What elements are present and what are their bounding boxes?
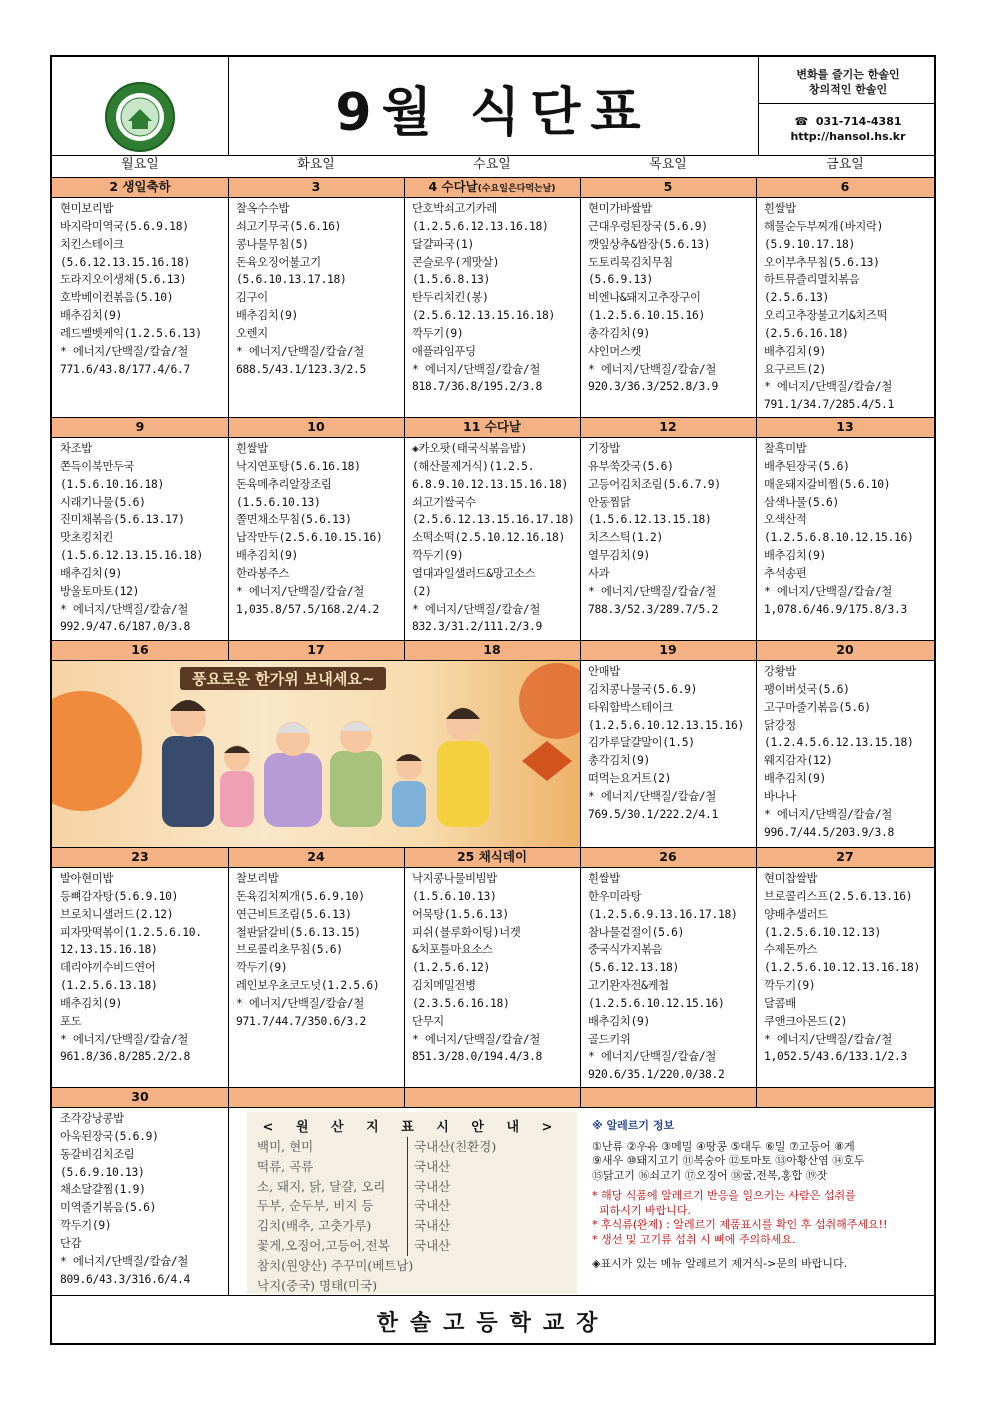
motto-line-1: 변화를 즐기는 한솔인 (796, 68, 900, 81)
grid-line (228, 57, 229, 155)
date-label: 2 생일축하 (109, 179, 171, 194)
grid-line (228, 1087, 229, 1295)
grid-line (580, 847, 581, 1087)
date-cell (580, 418, 756, 437)
date-label: 25 채식데이 (456, 849, 528, 864)
menu-cell: 찰보리밥 돈육김치찌개(5.6.9.10) 연근비트조림(5.6.13) 철판닭갈비(5.6.13.15) 브로콜리초무침(5.6) 깍두기(9) 레인보우초코도넛(1.2.5.6) * 에너지/단백질/칼슘/철 971.7/44.7/350.6/3.2 (236, 872, 380, 1028)
date-label: 24 (307, 849, 325, 864)
grid-line (404, 1107, 580, 1108)
date-cell (404, 418, 580, 437)
grid-line (228, 1107, 404, 1108)
phone-icon: ☎ (794, 115, 809, 128)
origin-row (247, 1236, 577, 1256)
origin-row (247, 1157, 577, 1177)
date-cell (52, 418, 228, 437)
menu-cell: 흰쌀밥 한우미라탕 (1.2.5.6.9.13.16.17.18) 참나물겉절이(5.6) 중국식가지볶음 (5.6.12.13.18) 고기완자전&케첩 (1.2.5.6.10.12.15.16) 배추김치(9) 골드키위 * 에너지/단백질/칼슘/철 920.6/35.1/220.0/38.2 (588, 872, 738, 1082)
date-note: (수요일은다먹는날) (477, 184, 556, 194)
grid-line (404, 177, 405, 417)
origin-item: 떡류, 곡류 (257, 1157, 408, 1177)
grid-line (404, 847, 405, 1087)
date-cell (580, 178, 756, 197)
motto-line-2: 창의적인 한솔인 (808, 83, 888, 96)
date-cell (52, 848, 228, 867)
date-cell (228, 418, 404, 437)
menu-cell: ◈카오팟(태국식볶음밥) (해산물제거식)(1.2.5. 6.8.9.10.12.13.15.16.18) 쇠고기쌀국수 (2.5.6.12.13.15.16.17.18) 소떡소떡(2.5.10.12.16.18) 깍두기(9) 열대과일샐러드&망고소스 (2) * 에너지/단백질/칼슘/철 832.3/31.2/111.2/3.9 (412, 442, 575, 634)
date-label: 18 (483, 642, 501, 657)
date-label: 26 (659, 849, 677, 864)
date-cell (756, 641, 934, 660)
origin-panel (247, 1112, 577, 1294)
date-cell (756, 848, 934, 867)
date-label: 30 (131, 1089, 149, 1104)
school-badge (104, 81, 176, 153)
grid-line (228, 177, 229, 417)
menu-cell: 조각강낭콩밥 아욱된장국(5.6.9) 동갈비김치조림 (5.6.9.10.13) 채소달걀찜(1.9) 미역줄기볶음(5.6) 깍두기(9) 단감 * 에너지/단백질/칼슘/철 809.6/43.3/316.6/4.4 (60, 1112, 191, 1286)
origin-row (247, 1177, 577, 1197)
origin-country: 국내산 (414, 1237, 451, 1253)
origin-extra: 참치(원양산) 주꾸미(베트남) (257, 1257, 414, 1273)
date-label: 20 (836, 642, 854, 657)
date-label: 16 (131, 642, 149, 657)
date-cell (756, 418, 934, 437)
date-label: 10 (307, 419, 325, 434)
date-cell (52, 1088, 228, 1107)
menu-cell: 발아현미밥 등뼈감자탕(5.6.9.10) 브로치니샐러드(2.12) 피자맛떡볶이(1.2.5.6.10. 12.13.15.16.18) 데리야끼수비드연어 (1.2.5.6.13.18) 배추김치(9) 포도 * 에너지/단백질/칼슘/철 961.8/36.8/285.2/2.8 (60, 872, 202, 1064)
banner-text: 풍요로운 한가위 보내세요~ (180, 667, 386, 690)
grid-line (228, 417, 229, 640)
menu-cell: 찰옥수수밥 쇠고기무국(5.6.16) 콩나물무침(5) 돈육오징어불고기 (5.6.10.13.17.18) 김구이 배추김치(9) 오렌지 * 에너지/단백질/칼슘/철 688.5/43.1/123.3/2.5 (236, 202, 367, 376)
allergy-warning: * 해당 식품에 알레르기 반응을 일으키는 사람은 섭취를 (592, 1189, 856, 1202)
grid-line (756, 1087, 757, 1107)
contact (760, 114, 936, 144)
page-title: 9월 식단표 (335, 83, 651, 143)
allergy-code-line: ⑨새우 ⑩돼지고기 ⑪복숭아 ⑫토마토 ⑬아황산염 ⑭호두 (592, 1154, 865, 1167)
date-label: 3 (311, 179, 321, 194)
menu-cell: 현미가바쌀밥 근대우렁된장국(5.6.9) 깻잎상추&쌈장(5.6.13) 도토리묵김치무침 (5.6.9.13) 비엔나&돼지고추장구이 (1.2.5.6.10.15.16) 총각김치(9) 샤인머스켓 * 에너지/단백질/칼슘/철 920.3/36.3/252.8/3.9 (588, 202, 719, 394)
grid-line (580, 177, 581, 417)
date-cell (52, 178, 228, 197)
date-cell (580, 1088, 756, 1107)
allergy-warning: * 생선 및 고기류 섭취 시 뼈에 주의하세요. (592, 1232, 796, 1246)
date-cell (404, 1088, 580, 1107)
date-label: 9 (135, 419, 145, 434)
grid-line (758, 57, 759, 155)
allergy-warning: * 후식류(완제) : 알레르기 제품표시를 확인 후 섭취해주세요!! (592, 1218, 888, 1231)
date-cell (580, 641, 756, 660)
origin-item: 두부, 순두부, 비지 등 (257, 1196, 408, 1216)
grid-line (404, 640, 405, 660)
origin-item: 소, 돼지, 닭, 달걀, 오리 (257, 1177, 408, 1197)
chuseok-banner (52, 661, 580, 847)
origin-country: 국내산 (414, 1178, 451, 1194)
grid-line (756, 640, 757, 847)
grid-line (404, 417, 405, 640)
grid-line (228, 640, 229, 660)
grid-line (756, 177, 757, 417)
date-label: 23 (131, 849, 149, 864)
menu-cell: 강황밥 팽이버섯국(5.6) 고구마줄기볶음(5.6) 닭강정 (1.2.4.5.6.12.13.15.18) 웨지감자(12) 배추김치(9) 바나나 * 에너지/단백질/칼슘/철 996.7/44.5/203.9/3.8 (764, 665, 914, 839)
date-cell (404, 848, 580, 867)
origin-extra: 낙지(중국) 명태(미국) (257, 1277, 378, 1293)
menu-cell: 흰쌀밥 해물순두부찌개(바지락) (5.9.10.17.18) 오이부추무침(5.6.13) 하트뮤즐리멸치볶음 (2.5.6.13) 오리고추장불고기&치즈떡 (2.5.6.16.18) 배추김치(9) 요구르트(2) * 에너지/단백질/칼슘/철 791.1/34.7/285.4/5.1 (764, 202, 895, 412)
weekday-header: 월요일 (121, 157, 159, 172)
allergy-code-line: ①난류 ②우유 ③메밀 ④땅콩 ⑤대두 ⑥밀 ⑦고등어 ⑧게 (592, 1139, 855, 1153)
date-cell (404, 641, 580, 660)
allergy-title: ※ 알레르기 정보 (592, 1119, 675, 1132)
menu-sheet (50, 55, 936, 1345)
date-cell (228, 848, 404, 867)
grid-line (580, 640, 581, 847)
grid-line (756, 847, 757, 1087)
origin-country: 국내산 (414, 1198, 451, 1214)
origin-row (247, 1216, 577, 1236)
grid-line (228, 847, 229, 1087)
date-cell (756, 178, 934, 197)
phone-number: 031-714-4381 (815, 115, 902, 128)
date-cell (404, 178, 580, 197)
allergy-note: ◈표시가 있는 메뉴 알레르기 제거식->문의 바랍니다. (592, 1257, 848, 1270)
weekday-header: 금요일 (826, 157, 864, 172)
date-label: 4 수다날 (428, 179, 478, 194)
origin-country: 국내산 (414, 1158, 451, 1174)
grid-line (756, 417, 757, 640)
origin-item: 꽃게,오징어,고등어,전복 (257, 1236, 408, 1256)
menu-cell: 기장밥 유부쑥갓국(5.6) 고등어김치조림(5.6.7.9) 안동찜닭 (1.5.6.12.13.15.18) 치즈스틱(1.2) 열무김치(9) 사과 * 에너지/단백질/칼슘/철 788.3/52.3/289.7/5.2 (588, 442, 721, 616)
allergy-panel (592, 1119, 932, 1272)
menu-cell: 현미보리밥 바지락미역국(5.6.9.18) 치킨스테이크 (5.6.12.13.15.16.18) 도라지오이생채(5.6.13) 호박베이컨볶음(5.10) 배추김치(9) 레드벨벳케익(1.2.5.6.13) * 에너지/단백질/칼슘/철 771.6/43.8/177.4/6.7 (60, 202, 202, 376)
date-cell (228, 1088, 404, 1107)
menu-cell: 찰흑미밥 배추된장국(5.6) 매운돼지갈비찜(5.6.10) 삼색나물(5.6) 오색산적 (1.2.5.6.8.10.12.15.16) 배추김치(9) 추석송편 * 에너지/단백질/칼슘/철 1,078.6/46.9/175.8/3.3 (764, 442, 914, 616)
weekday-header: 목요일 (649, 157, 687, 172)
grid-line (756, 1107, 934, 1108)
origin-row (247, 1137, 577, 1157)
origin-title: < 원 산 지 표 시 안 내 > (262, 1120, 562, 1135)
grid-line (404, 1087, 405, 1107)
date-label: 12 (659, 419, 677, 434)
date-label: 27 (836, 849, 854, 864)
origin-item: 김치(배추, 고춧가루) (257, 1216, 408, 1236)
date-label: 11 수다날 (463, 419, 521, 434)
date-label: 5 (663, 179, 673, 194)
menu-cell: 안매밥 김치콩나물국(5.6.9) 타워함박스테이크 (1.2.5.6.10.12.13.15.16) 김가루달걀말이(1.5) 총각김치(9) 떠먹는요거트(2) * 에너지/단백질/칼슘/철 769.5/30.1/222.2/4.1 (588, 665, 745, 821)
grid-line (580, 417, 581, 640)
allergy-code-line: ⑮닭고기 ⑯쇠고기 ⑰오징어 ⑱굴,전복,홍합 ⑲잣 (592, 1168, 828, 1182)
menu-cell: 낙지콩나물비빔밥 (1.5.6.10.13) 어묵탕(1.5.6.13) 피쉬(블루화이팅)너겟 &치포틀마요소스 (1.2.5.6.12) 김치메밀전병 (2.3.5.6.16.18) 단무지 * 에너지/단백질/칼슘/철 851.3/28.0/194.4/3.8 (412, 872, 543, 1064)
date-cell (52, 641, 228, 660)
date-label: 17 (307, 642, 325, 657)
date-cell (228, 178, 404, 197)
date-label: 13 (836, 419, 854, 434)
weekday-header: 수요일 (473, 157, 511, 172)
motto (760, 67, 936, 97)
date-cell (756, 1088, 934, 1107)
menu-cell: 흰쌀밥 낙지연포탕(5.6.16.18) 돈육메추리알장조림 (1.5.6.10.13) 쫄면채소무침(5.6.13) 납작만두(2.5.6.10.15.16) 배추김치(9) 한라봉주스 * 에너지/단백질/칼슘/철 1,035.8/57.5/168.2/4.2 (236, 442, 383, 616)
date-label: 6 (840, 179, 850, 194)
menu-cell: 단호박쇠고기카레 (1.2.5.6.12.13.16.18) 달걀파국(1) 콘슬로우(게맛살) (1.5.6.8.13) 탄두리치킨(봉) (2.5.6.12.13.15.16.18) 깍두기(9) 애플라임푸딩 * 에너지/단백질/칼슘/철 818.7/36.8/195.2/3.8 (412, 202, 556, 394)
origin-country: 국내산(친환경) (414, 1139, 497, 1154)
school-principal: 한솔고등학교장 (376, 1311, 610, 1336)
weekday-header: 화요일 (297, 157, 335, 172)
grid-line (580, 1087, 581, 1107)
date-cell (228, 641, 404, 660)
school-logo-icon (104, 81, 176, 153)
origin-country: 국내산 (414, 1218, 451, 1234)
date-cell (580, 848, 756, 867)
menu-cell: 차조밥 쫀득이북만두국 (1.5.6.10.16.18) 시래기나물(5.6) 진미채볶음(5.6.13.17) 맛초킹치킨 (1.5.6.12.13.15.16.18) 배추김치(9) 방울토마토(12) * 에너지/단백질/칼슘/철 992.9/47.6/187.0/3.8 (60, 442, 204, 634)
date-label: 19 (659, 642, 677, 657)
origin-item: 백미, 현미 (257, 1137, 408, 1157)
origin-row (247, 1196, 577, 1216)
allergy-warning: 피하시기 바랍니다. (592, 1203, 691, 1217)
menu-cell: 현미찹쌀밥 브로콜리스프(2.5.6.13.16) 양배추샐러드 (1.2.5.6.10.12.13) 수제돈까스 (1.2.5.6.10.12.13.16.18) 깍두기(9) 달콤배 쿠앤크아몬드(2) * 에너지/단백질/칼슘/철 1,052.5/43.6/133.1/2.3 (764, 872, 921, 1064)
grid-line (580, 1107, 756, 1108)
school-url[interactable]: http://hansol.hs.kr (790, 130, 906, 143)
